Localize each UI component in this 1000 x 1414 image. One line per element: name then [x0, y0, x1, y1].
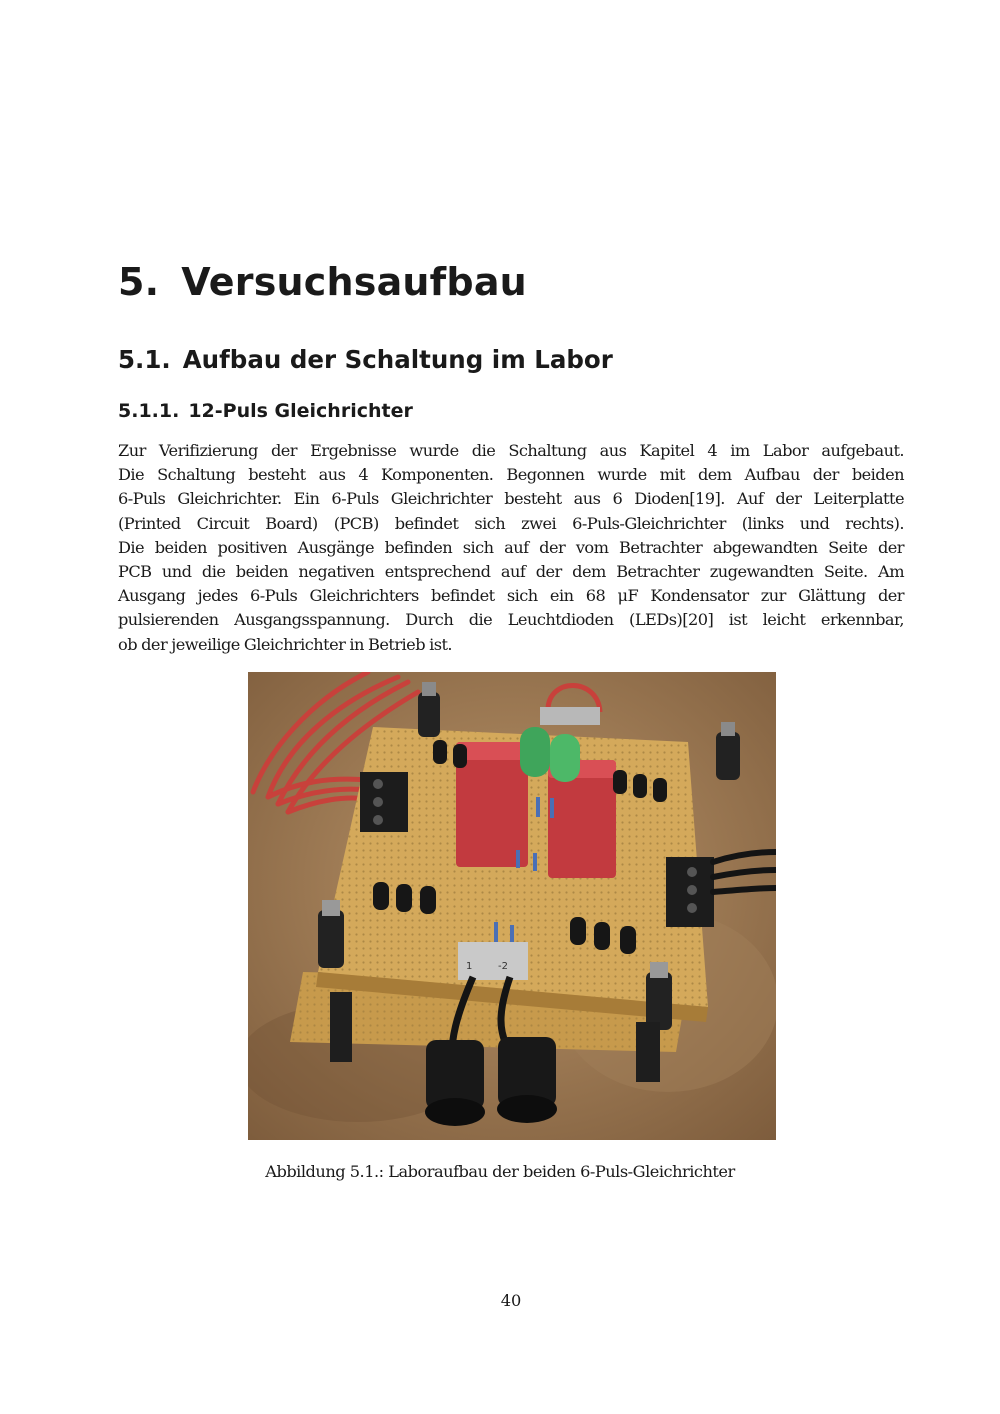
body-paragraph: [118, 439, 904, 657]
paragraph-line: pulsierenden Ausgangsspannung. Durch die Leuchtdioden (LEDs)[20] ist leicht erkennbar,: [118, 610, 904, 630]
figure-caption: Abbildung 5.1.: Laboraufbau der beiden 6-Puls-Gleichrichter: [265, 1162, 735, 1181]
section-title: [118, 343, 613, 377]
terminal-label-1: 1: [466, 961, 473, 972]
paragraph-line: ob der jeweilige Gleichrichter in Betrieb ist.: [118, 634, 453, 654]
chapter-number: 5.: [118, 260, 160, 304]
lab-setup-photo: [248, 672, 776, 1140]
paragraph-line: (Printed Circuit Board) (PCB) befindet sich zwei 6-Puls-Gleichrichter (links und rechts).: [118, 513, 904, 533]
pcb-illustration: [248, 672, 776, 1140]
paragraph-line: PCB und die beiden negativen entsprechend auf der dem Betrachter zugewandten Seite. Am: [118, 562, 904, 582]
chapter-title-text: Versuchsaufbau: [181, 260, 527, 304]
section-number: 5.1.: [118, 345, 171, 374]
subsection-number: 5.1.1.: [118, 400, 180, 422]
page-number: 40: [500, 1291, 522, 1310]
paragraph-line: Zur Verifizierung der Ergebnisse wurde die Schaltung aus Kapitel 4 im Labor aufgebaut.: [118, 441, 904, 460]
subsection-title: [118, 398, 413, 424]
paragraph-line: Die Schaltung besteht aus 4 Komponenten. Begonnen wurde mit dem Aufbau der beiden: [118, 465, 904, 485]
paragraph-line: Die beiden positiven Ausgänge befinden sich auf der vom Betrachter abgewandten Seite der: [118, 537, 904, 557]
paragraph-line: Ausgang jedes 6-Puls Gleichrichters befindet sich ein 68 μF Kondensator zur Glättung der: [118, 586, 904, 606]
paragraph-line: 6-Puls Gleichrichter. Ein 6-Puls Gleichrichter besteht aus 6 Dioden[19]. Auf der Leiterplatte: [118, 489, 904, 509]
section-title-text: Aufbau der Schaltung im Labor: [182, 345, 613, 374]
top-connector: [540, 707, 600, 725]
terminal-label-2: -2: [498, 961, 508, 972]
subsection-title-text: 12-Puls Gleichrichter: [188, 400, 413, 422]
chapter-title: [118, 256, 527, 308]
